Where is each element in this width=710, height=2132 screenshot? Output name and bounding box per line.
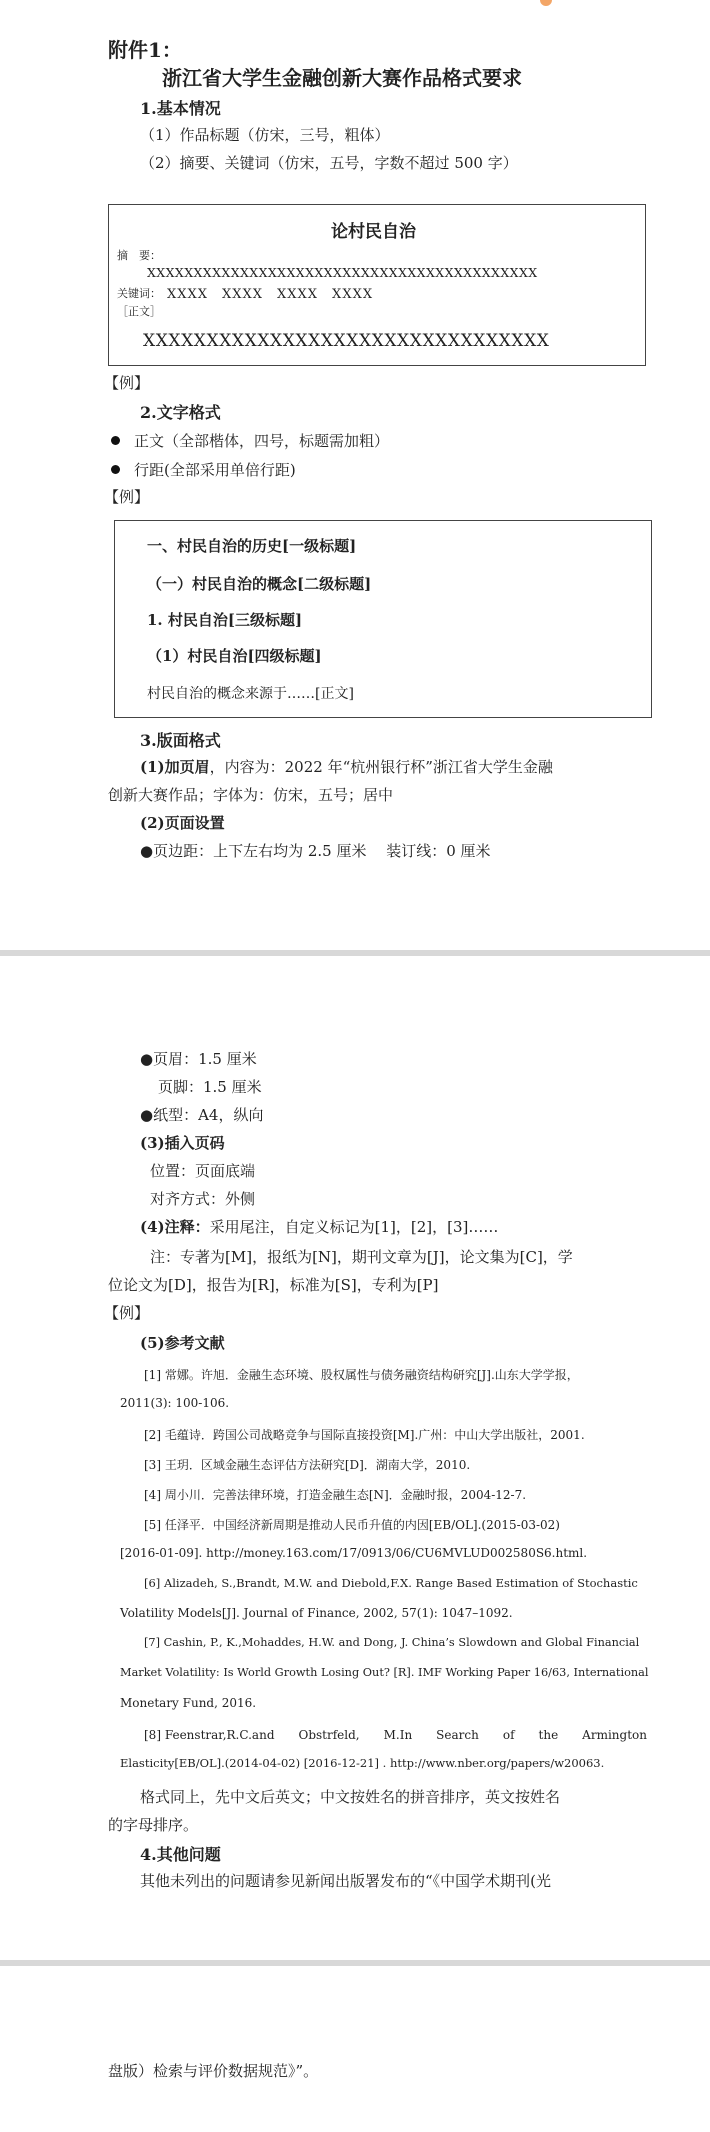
example-box-title-abstract (108, 204, 646, 366)
page-1 (0, 0, 710, 950)
reference-6-line-2: Volatility Models[J]. Journal of Finance, 2002, 57(1): 1047–1092. (120, 1606, 513, 1620)
page-2 (0, 956, 710, 1960)
document-title: 浙江省大学生金融创新大赛作品格式要求 (162, 66, 522, 90)
reference-8-line-2: Elasticity[EB/OL].(2014-04-02) [2016-12-21] . http://www.nber.org/papers/w20063. (120, 1756, 605, 1770)
page-header-instruction (140, 756, 553, 777)
references-heading: (5)参考文献 (140, 1334, 225, 1352)
example-keywords-label: 关键词： (117, 287, 161, 300)
section-2-bullet-1: 正文（全部楷体，四号，标题需加粗） (134, 432, 390, 450)
page-3 (0, 1966, 710, 2132)
footer-margin-line: 页脚：1.5 厘米 (158, 1078, 262, 1096)
example-paper-title: 论村民自治 (331, 222, 416, 242)
section-1-item-1: （1）作品标题（仿宋，三号，粗体） (140, 126, 390, 144)
example-body-sample: 村民自治的概念来源于……[正文] (147, 686, 354, 702)
example-heading-level-3: 1. 村民自治[三级标题] (147, 611, 303, 629)
reference-7-line-1: [7] Cashin, P., K.,Mohaddes, H.W. and Dong, J. China’s Slowdown and Global Financial (144, 1636, 640, 1649)
reference-5-line-1: [5] 任泽平．中国经济新周期是推动人民币升值的内因[EB/OL].(2015-03-02) (144, 1518, 560, 1532)
reference-3: [3] 王玥．区域金融生态评估方法研究[D]．湖南大学，2010. (144, 1458, 471, 1472)
reference-8-line-1: [8] Feenstrar,R.C.and Obstrfeld, M.In Search of the Armington (144, 1728, 647, 1742)
example-tag-3: 【例】 (104, 1304, 150, 1322)
example-tag-1: 【例】 (104, 374, 150, 392)
bullet-icon (111, 436, 120, 445)
section-3-heading: 3.版面格式 (140, 731, 221, 750)
section-2-bullet-2: 行距(全部采用单倍行距) (134, 461, 296, 479)
appendix-label: 附件1： (108, 38, 182, 62)
example-abstract-label: 摘 要： (117, 249, 161, 262)
reference-7-line-3: Monetary Fund, 2016. (120, 1696, 257, 1710)
reference-5-line-2: [2016-01-09]. http://money.163.com/17/0913/06/CU6MVLUD002580S6.html. (120, 1546, 588, 1560)
scroll-indicator-dot (540, 0, 552, 6)
ordering-rule-line-1: 格式同上，先中文后英文；中文按姓名的拼音排序，英文按姓名 (140, 1788, 561, 1806)
example-tag-2: 【例】 (104, 488, 150, 506)
page-number-position: 位置：页面底端 (150, 1162, 256, 1180)
example-keywords-text: XXXX XXXX XXXX XXXX (167, 287, 374, 302)
notes-text: 采用尾注，自定义标记为[1]，[2]，[3]…… (209, 1218, 499, 1236)
reference-1-line-1: [1] 常娜。许旭．金融生态环境、股权属性与债务融资结构研究[J].山东大学学报， (144, 1368, 579, 1382)
page-header-label: (1)加页眉 (140, 758, 210, 776)
reference-4: [4] 周小川．完善法律环境，打造金融生态[N]．金融时报，2004-12-7. (144, 1488, 527, 1502)
section-4-text-line-2: 盘版）检索与评价数据规范》”。 (108, 2062, 319, 2080)
notes-instruction (140, 1216, 498, 1237)
reference-2: [2] 毛蕴诗．跨国公司战略竞争与国际直接投资[M].广州：中山大学出版社，2001. (144, 1428, 585, 1442)
example-heading-level-4: （1）村民自治[四级标题] (147, 647, 322, 665)
page-number-alignment: 对齐方式：外侧 (150, 1190, 256, 1208)
page-setup-heading: (2)页面设置 (140, 814, 225, 832)
reference-1-line-2: 2011(3): 100-106. (120, 1396, 230, 1410)
note-types-line-1: 注：专著为[M]，报纸为[N]，期刊文章为[J]，论文集为[C]，学 (150, 1248, 573, 1266)
page-margin-line: ●页边距：上下左右均为 2.5 厘米 装订线：0 厘米 (140, 842, 491, 860)
page-header-content-line-1: ，内容为：2022 年“杭州银行杯”浙江省大学生金融 (209, 758, 553, 776)
example-body-label: ［正文］ (117, 305, 161, 318)
section-4-heading: 4.其他问题 (140, 1845, 221, 1864)
section-4-text-line-1: 其他未列出的问题请参见新闻出版署发布的“《中国学术期刊(光 (140, 1872, 552, 1890)
page-header-content-line-2: 创新大赛作品；字体为：仿宋，五号；居中 (108, 786, 394, 804)
ordering-rule-line-2: 的字母排序。 (108, 1816, 199, 1834)
note-types-line-2: 位论文为[D]，报告为[R]，标准为[S]，专利为[P] (108, 1276, 439, 1294)
reference-6-line-1: [6] Alizadeh, S.,Brandt, M.W. and Diebold,F.X. Range Based Estimation of Stochastic (144, 1576, 638, 1590)
reference-7-line-2: Market Volatility: Is World Growth Losing Out? [R]. IMF Working Paper 16/63, International (120, 1666, 649, 1679)
example-body-text: XXXXXXXXXXXXXXXXXXXXXXXXXXXXXXXX (143, 331, 550, 351)
section-1-item-2: （2）摘要、关键词（仿宋，五号，字数不超过 500 字） (140, 154, 518, 172)
example-heading-level-2: （一）村民自治的概念[二级标题] (147, 575, 372, 593)
bullet-icon (111, 465, 120, 474)
paper-type-line: ●纸型：A4，纵向 (140, 1106, 264, 1124)
example-box-headings (114, 520, 652, 718)
notes-label: (4)注释： (140, 1218, 210, 1236)
header-margin-line: ●页眉：1.5 厘米 (140, 1050, 257, 1068)
section-2-heading: 2.文字格式 (140, 403, 221, 422)
example-abstract-text: XXXXXXXXXXXXXXXXXXXXXXXXXXXXXXXXXXXXXXXXXX (147, 265, 538, 280)
insert-page-number-heading: (3)插入页码 (140, 1134, 225, 1152)
section-1-heading: 1.基本情况 (140, 99, 221, 118)
example-heading-level-1: 一、村民自治的历史[一级标题] (147, 537, 357, 555)
